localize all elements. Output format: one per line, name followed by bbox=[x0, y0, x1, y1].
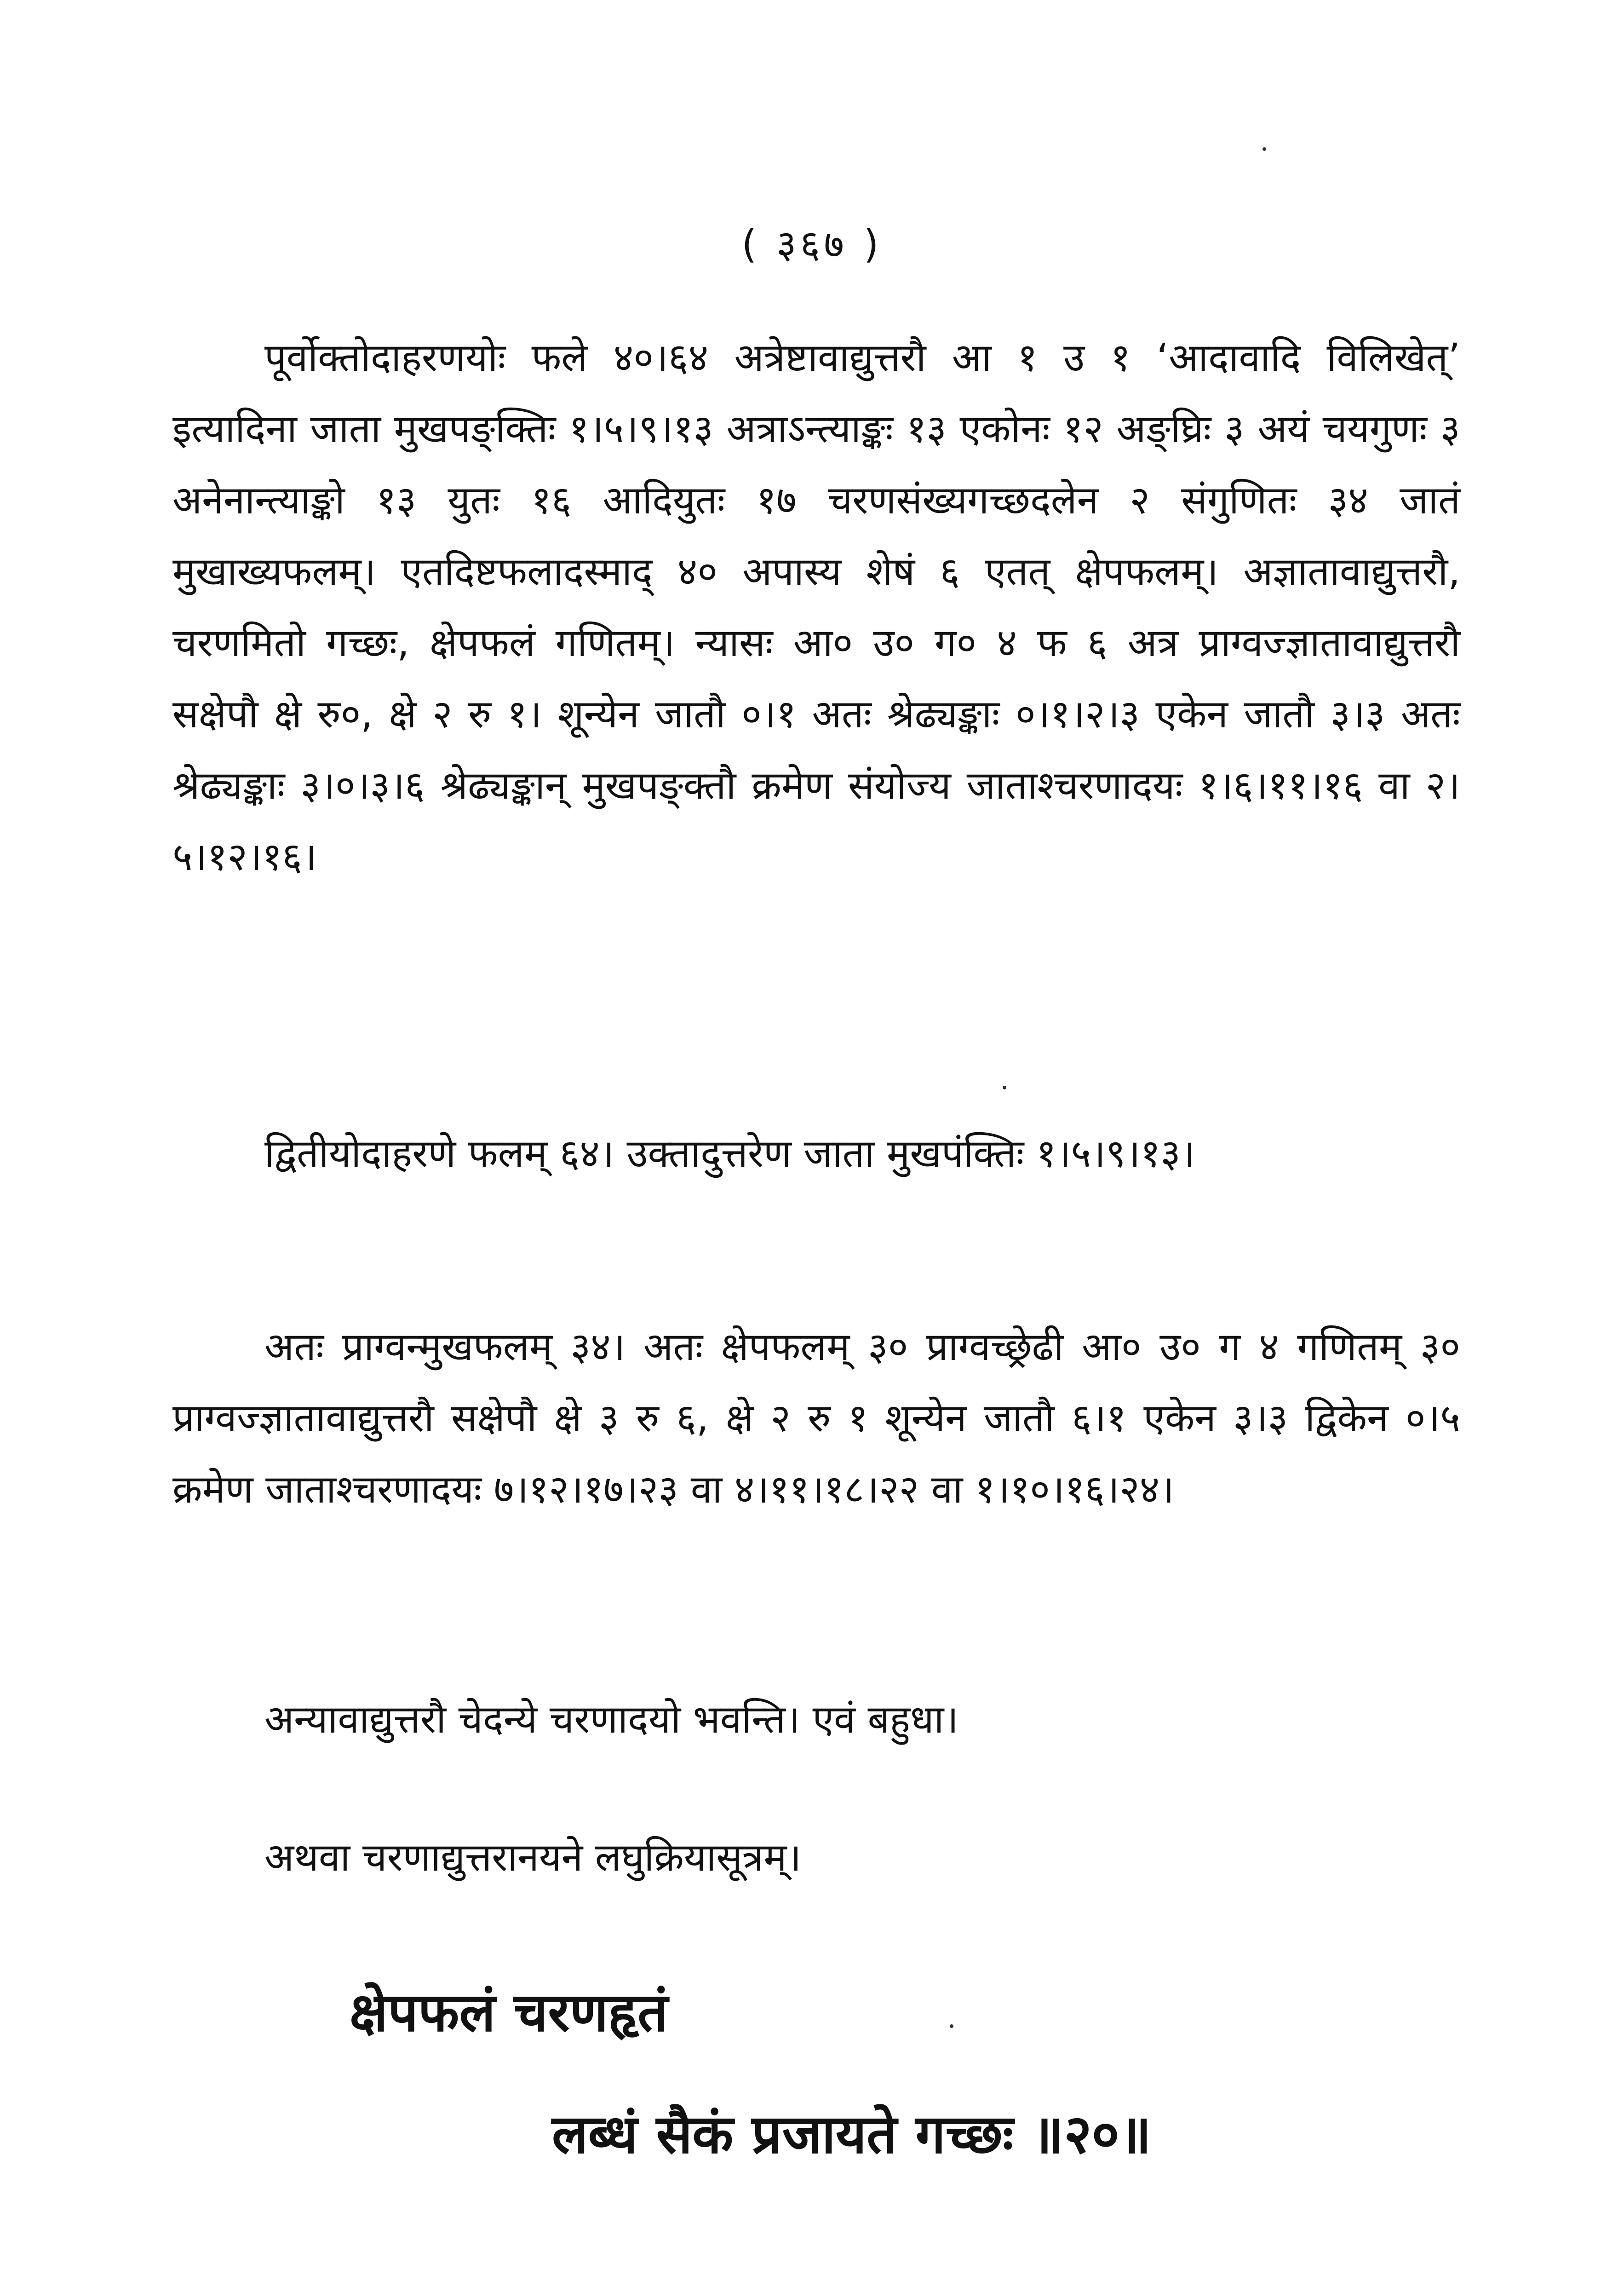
paragraph-sutra-intro: अथवा चरणाद्युत्तरानयने लघुक्रियासूत्रम्। bbox=[264, 1835, 802, 1880]
scan-speck bbox=[1003, 1086, 1006, 1089]
scan-speck bbox=[1262, 147, 1266, 151]
verse-line-2: लब्धं सैकं प्रजायते गच्छः ॥२०॥ bbox=[552, 2103, 1152, 2166]
paragraph-second-example: द्वितीयोदाहरणे फलम् ६४। उक्तादुत्तरेण जाता मुखपंक्तिः १।५।९।१३। bbox=[264, 1131, 1195, 1176]
page-number: ( ३६७ ) bbox=[741, 222, 883, 267]
paragraph-worked-example: पूर्वोक्तोदाहरणयोः फले ४०।६४ अत्रेष्टावाद्युत्तरौ आ १ उ १ ‘आदावादि विलिखेत्’ इत्यादिना जाता मुखपङ्क्तिः १।५।९।१३ अत्राऽन्त्याङ्कः १३ एकोनः १२ अङ्घ्रिः ३ अयं चयगुणः ३ अनेनान्त्याङ्को १३ युतः १६ आदियुतः १७ चरणसंख्यगच्छदलेन २ संगुणितः ३४ जातं मुखाख्यफलम्। एतदिष्टफलादस्माद् ४० अपास्य शेषं ६ एतत् क्षेपफलम्। अज्ञातावाद्युत्तरौ, चरणमितो गच्छः, क्षेपफलं गणितम्। न्यासः आ० उ० ग० ४ फ ६ अत्र प्राग्वज्ज्ञातावाद्युत्तरौ सक्षेपौ क्षे रु०, क्षे २ रु १। शून्येन जातौ ०।१ अतः श्रेढ्यङ्काः ०।१।२।३ एकेन जातौ ३।३ अतः श्रेढ्यङ्काः ३।०।३।६ श्रेढ्यङ्कान् मुखपङ्क्तौ क्रमेण संयोज्य जाताश्चरणादयः १।६।११।१६ वा २।५।१२।१६। bbox=[172, 335, 1460, 879]
verse-line-1: क्षेपफलं चरणहृतं bbox=[350, 1981, 668, 2044]
paragraph-note: अन्यावाद्युत्तरौ चेदन्ये चरणादयो भवन्ति। एवं बहुधा। bbox=[264, 1697, 959, 1742]
scan-speck bbox=[950, 2024, 953, 2028]
paragraph-second-example-solution: अतः प्राग्वन्मुखफलम् ३४। अतः क्षेपफलम् ३० प्राग्वच्छ्रेढी आ० उ० ग ४ गणितम् ३० प्राग्वज्ज्ञातावाद्युत्तरौ सक्षेपौ क्षे ३ रु ६, क्षे २ रु १ शून्येन जातौ ६।१ एकेन ३।३ द्विकेन ०।५ क्रमेण जाताश्चरणादयः ७।१२।१७।२३ वा ४।११।१८।२२ वा १।१०।१६।२४। bbox=[172, 1324, 1460, 1512]
